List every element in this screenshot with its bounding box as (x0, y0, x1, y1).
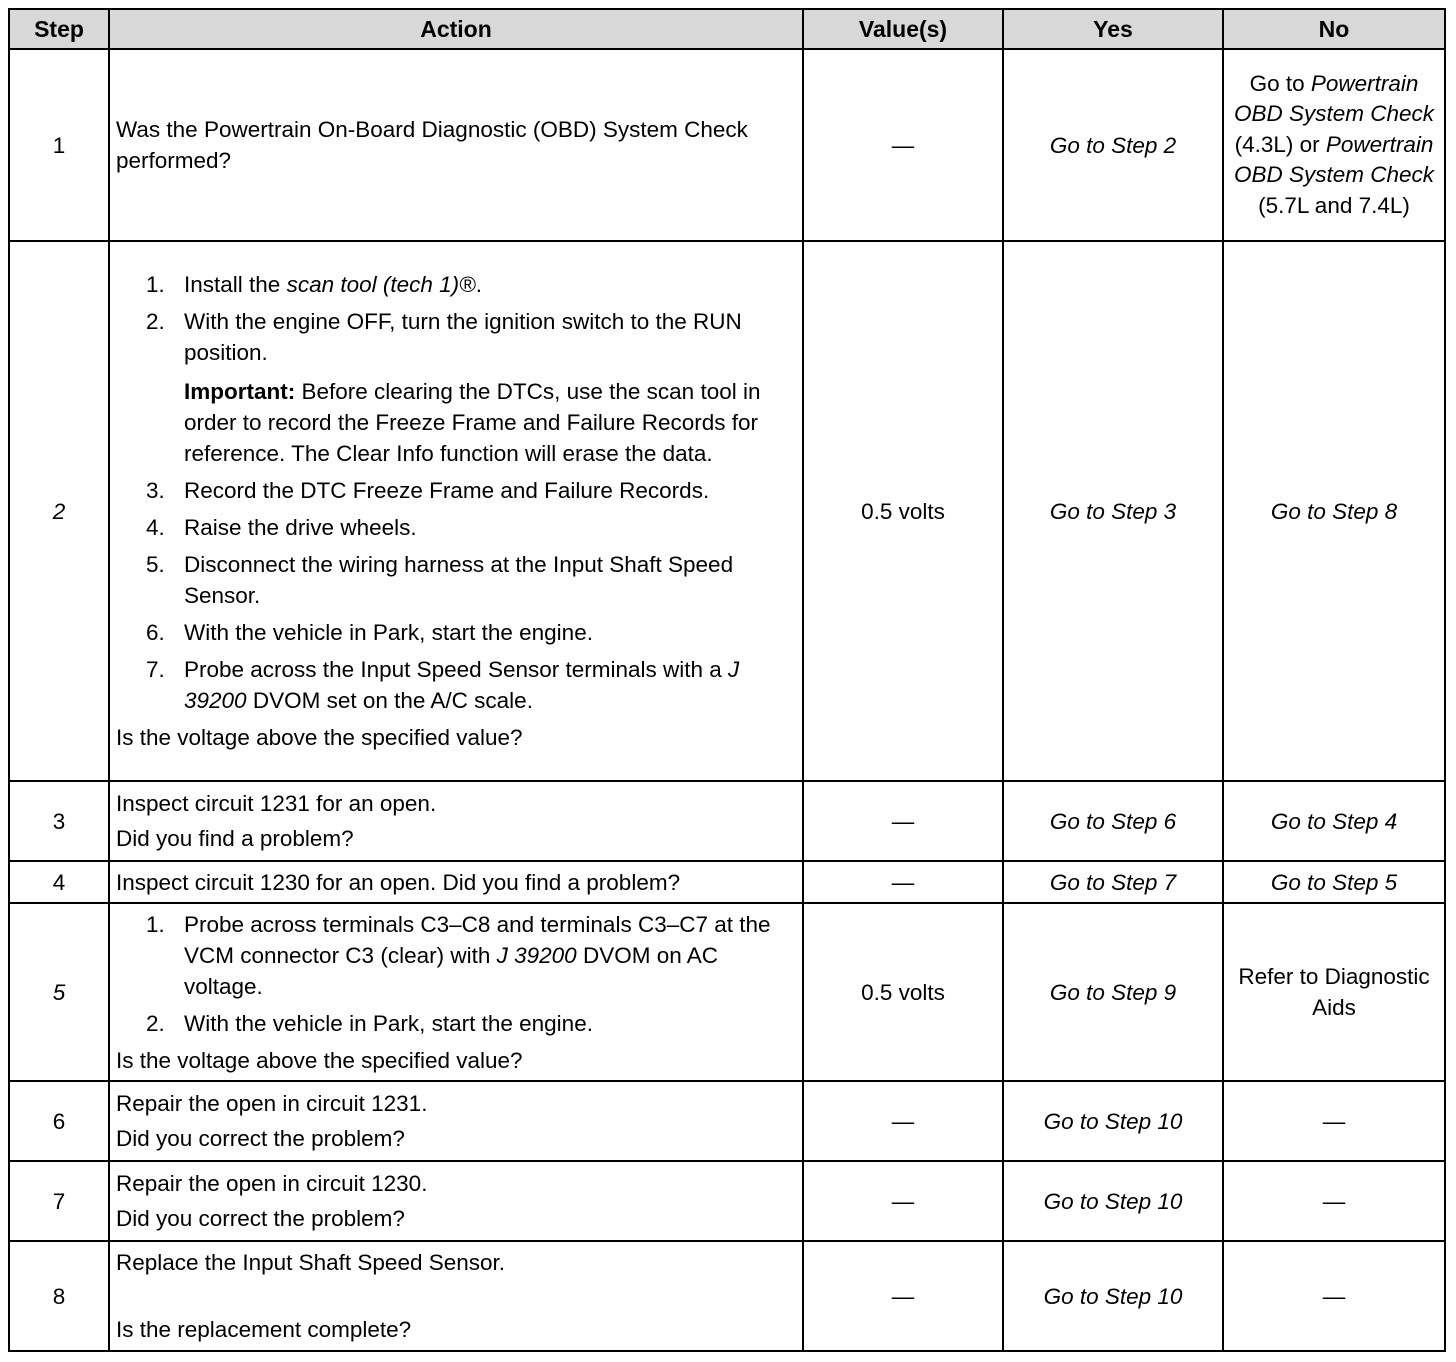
step-cell: 3 (9, 781, 109, 861)
action-cell (109, 903, 803, 1081)
procedure-list (116, 475, 796, 716)
action-cell (109, 49, 803, 241)
no-link: Powertrain OBD System Check (1233, 131, 1435, 188)
step-number: 4. (146, 515, 165, 540)
step-text: DVOM on AC voltage. (184, 942, 718, 999)
important-label: Important: (184, 379, 296, 404)
value-cell: 0.5 volts (803, 903, 1003, 1081)
no-link: Powertrain OBD System Check (1233, 70, 1435, 127)
header-action: Action (109, 9, 803, 49)
yes-cell: Go to Step 9 (1003, 903, 1223, 1081)
tool-name: J 39200 (496, 942, 577, 968)
table-row (9, 1081, 1445, 1161)
action-cell (109, 861, 803, 903)
value-cell: — (803, 1241, 1003, 1351)
yes-cell: Go to Step 7 (1003, 861, 1223, 903)
step-text: Disconnect the wiring harness at the Input Shaft Speed Sensor. (184, 552, 734, 608)
no-cell: — (1223, 1081, 1445, 1161)
action-text: Inspect circuit 1230 for an open. Did you find a problem? (116, 869, 681, 895)
step-text: With the engine OFF, turn the ignition switch to the RUN position. (184, 309, 742, 365)
no-cell (1223, 49, 1445, 241)
no-text: (5.7L and 7.4L) (1258, 192, 1410, 218)
yes-cell: Go to Step 2 (1003, 49, 1223, 241)
table-row (9, 903, 1445, 1081)
action-text: Inspect circuit 1231 for an open. (116, 791, 437, 816)
value-cell: — (803, 1081, 1003, 1161)
yes-cell: Go to Step 6 (1003, 781, 1223, 861)
value-cell: — (803, 49, 1003, 241)
action-question: Did you correct the problem? (116, 1126, 405, 1151)
step-text: Raise the drive wheels. (184, 515, 417, 540)
important-note (116, 376, 796, 469)
procedure-step (116, 306, 796, 368)
step-number: 1. (146, 911, 165, 937)
step-cell: 2 (9, 241, 109, 781)
no-cell: Go to Step 5 (1223, 861, 1445, 903)
yes-cell: Go to Step 10 (1003, 1161, 1223, 1241)
value-cell: — (803, 1161, 1003, 1241)
procedure-step (116, 654, 796, 716)
action-question: Is the replacement complete? (116, 1317, 412, 1342)
step-number: 6. (146, 620, 165, 645)
step-text: With the vehicle in Park, start the engine. (184, 620, 593, 645)
value-cell: — (803, 781, 1003, 861)
procedure-list (116, 909, 796, 1039)
action-text: Repair the open in circuit 1231. (116, 1091, 428, 1116)
step-text: Probe across the Input Speed Sensor terminals with a (184, 657, 729, 682)
step-cell: 4 (9, 861, 109, 903)
no-text: (4.3L) or (1234, 131, 1326, 157)
table-row (9, 861, 1445, 903)
header-row (9, 9, 1445, 49)
step-number: 2. (146, 1010, 165, 1036)
step-text: DVOM set on the A/C scale. (246, 688, 533, 713)
yes-cell: Go to Step 10 (1003, 1241, 1223, 1351)
no-cell: Go to Step 8 (1223, 241, 1445, 781)
procedure-step (116, 549, 796, 611)
procedure-step (116, 512, 796, 543)
no-cell: Go to Step 4 (1223, 781, 1445, 861)
procedure-step (116, 617, 796, 648)
procedure-step (116, 269, 796, 300)
action-cell (109, 241, 803, 781)
step-cell: 7 (9, 1161, 109, 1241)
step-cell: 6 (9, 1081, 109, 1161)
procedure-list (116, 269, 796, 368)
yes-cell: Go to Step 10 (1003, 1081, 1223, 1161)
value-cell: 0.5 volts (803, 241, 1003, 781)
table-row (9, 49, 1445, 241)
step-text: Record the DTC Freeze Frame and Failure Records. (184, 478, 710, 503)
table-row (9, 781, 1445, 861)
step-number: 7. (146, 657, 165, 682)
tool-name: J 39200 (184, 657, 740, 713)
step-number: 1. (146, 272, 165, 297)
action-cell (109, 1241, 803, 1351)
step-cell: 5 (9, 903, 109, 1081)
step-number: 5. (146, 552, 165, 577)
no-cell: — (1223, 1161, 1445, 1241)
step-number: 3. (146, 478, 165, 503)
header-yes: Yes (1003, 9, 1223, 49)
important-text: Before clearing the DTCs, use the scan tool in order to record the Freeze Frame and Failure Records for reference. The Clear Info function will erase the data. (184, 379, 761, 466)
action-question: Is the voltage above the specified value? (116, 1047, 523, 1073)
action-text: Replace the Input Shaft Speed Sensor. (116, 1250, 506, 1275)
procedure-step (116, 909, 796, 1002)
no-text: Go to (1249, 70, 1311, 96)
step-text: Probe across terminals C3–C8 and terminals C3–C7 at the VCM connector C3 (clear) with (184, 911, 771, 968)
header-step: Step (9, 9, 109, 49)
yes-cell: Go to Step 3 (1003, 241, 1223, 781)
no-cell: Refer to Diagnostic Aids (1223, 903, 1445, 1081)
procedure-step (116, 1008, 796, 1039)
action-cell (109, 1161, 803, 1241)
action-question: Did you correct the problem? (116, 1206, 405, 1231)
step-text: Install the (184, 272, 287, 297)
action-text: Repair the open in circuit 1230. (116, 1171, 428, 1196)
action-text: Was the Powertrain On-Board Diagnostic (OBD) System Check performed? (116, 117, 748, 173)
no-cell: — (1223, 1241, 1445, 1351)
header-no: No (1223, 9, 1445, 49)
step-text: . (475, 272, 482, 297)
step-text: With the vehicle in Park, start the engine. (184, 1010, 593, 1036)
diagnostic-table (8, 8, 1446, 1352)
tool-name: scan tool (tech 1)® (286, 272, 476, 297)
action-cell (109, 1081, 803, 1161)
table-row (9, 1241, 1445, 1351)
action-cell (109, 781, 803, 861)
table-row (9, 1161, 1445, 1241)
value-cell: — (803, 861, 1003, 903)
action-question: Did you find a problem? (116, 826, 354, 851)
step-number: 2. (146, 309, 165, 334)
table-row (9, 241, 1445, 781)
header-values: Value(s) (803, 9, 1003, 49)
procedure-step (116, 475, 796, 506)
action-question: Is the voltage above the specified value? (116, 725, 523, 750)
step-cell: 8 (9, 1241, 109, 1351)
step-cell: 1 (9, 49, 109, 241)
